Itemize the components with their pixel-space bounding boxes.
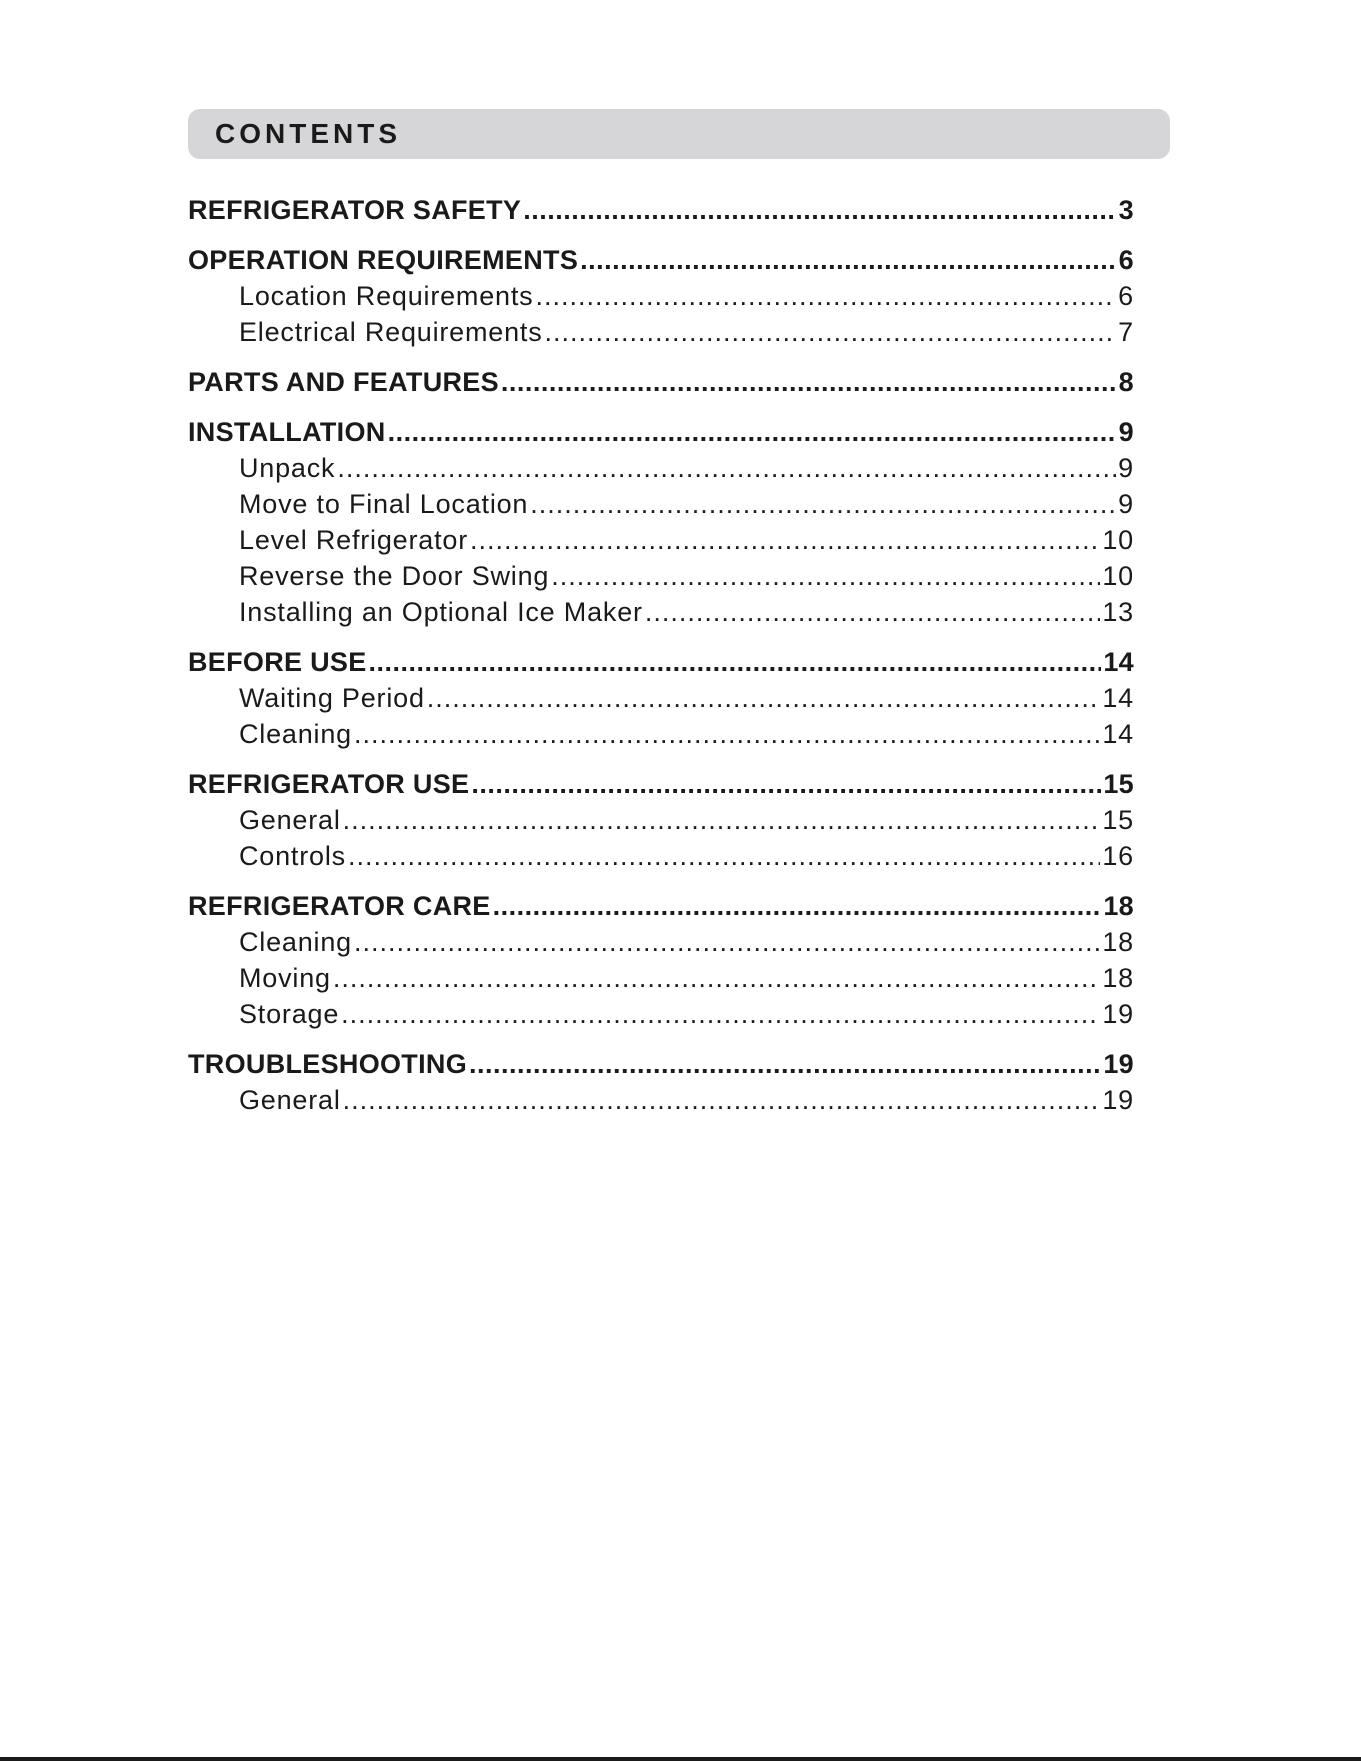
toc-entry-title: TROUBLESHOOTING: [188, 1049, 467, 1079]
toc-entry-title: INSTALLATION: [188, 417, 386, 447]
contents-page: [188, 109, 1170, 1132]
toc-page-number: 7: [1118, 317, 1134, 347]
toc-subentry[interactable]: [188, 1082, 1134, 1118]
toc-entry-title: OPERATION REQUIREMENTS: [188, 245, 579, 275]
toc-page-number: 9: [1118, 489, 1134, 519]
toc-section-heading[interactable]: [188, 644, 1134, 680]
toc-entry-title: General: [239, 1085, 341, 1115]
dot-leader: [354, 716, 1100, 752]
toc-entry-title: REFRIGERATOR SAFETY: [188, 195, 522, 225]
dot-leader: [337, 450, 1116, 486]
toc-entry-title: Electrical Requirements: [239, 317, 543, 347]
toc-section-heading[interactable]: [188, 766, 1134, 802]
toc-subentry[interactable]: [188, 996, 1134, 1032]
toc-entry-title: Level Refrigerator: [239, 525, 469, 555]
toc-section-heading[interactable]: [188, 888, 1134, 924]
dot-leader: [343, 802, 1101, 838]
toc-entry-title: Installing an Optional Ice Maker: [239, 597, 643, 627]
toc-entry-title: Reverse the Door Swing: [239, 561, 550, 591]
toc-section: [188, 1046, 1134, 1118]
dot-leader: [354, 924, 1100, 960]
toc-entry-title: Waiting Period: [239, 683, 425, 713]
dot-leader: [427, 680, 1101, 716]
toc-entry-title: Cleaning: [239, 927, 352, 957]
toc-page-number: 13: [1102, 597, 1134, 627]
toc-subentry[interactable]: [188, 594, 1134, 630]
toc-page-number: 18: [1102, 963, 1134, 993]
toc-section: [188, 192, 1134, 228]
toc-subentry[interactable]: [188, 680, 1134, 716]
toc-subentry[interactable]: [188, 838, 1134, 874]
toc-subentry[interactable]: [188, 558, 1134, 594]
toc-page-number: 15: [1103, 769, 1134, 799]
toc-section-heading[interactable]: [188, 192, 1134, 228]
dot-leader: [388, 414, 1117, 450]
toc-page-number: 10: [1102, 561, 1134, 591]
toc-page-number: 3: [1118, 195, 1134, 225]
toc-entry-title: REFRIGERATOR USE: [188, 769, 470, 799]
toc-entry-title: BEFORE USE: [188, 647, 367, 677]
toc-page-number: 18: [1103, 891, 1134, 921]
toc-entry-title: Cleaning: [239, 719, 352, 749]
toc-page-number: 6: [1118, 245, 1134, 275]
dot-leader: [469, 1046, 1101, 1082]
toc-entry-title: Storage: [239, 999, 340, 1029]
toc-page-number: 14: [1103, 647, 1134, 677]
toc-page-number: 10: [1102, 525, 1134, 555]
dot-leader: [493, 888, 1102, 924]
toc-entry-title: Unpack: [239, 453, 336, 483]
toc-section: [188, 364, 1134, 400]
toc-entry-title: Controls: [239, 841, 346, 871]
dot-leader: [580, 242, 1117, 278]
toc-subentry[interactable]: [188, 802, 1134, 838]
dot-leader: [530, 486, 1116, 522]
toc-page-number: 14: [1102, 683, 1134, 713]
toc-section-heading[interactable]: [188, 364, 1134, 400]
toc-entry-title: PARTS AND FEATURES: [188, 367, 499, 397]
toc-section-heading[interactable]: [188, 242, 1134, 278]
toc-page-number: 15: [1102, 805, 1134, 835]
bottom-rule: [0, 1757, 1361, 1761]
toc-section: [188, 242, 1134, 350]
dot-leader: [551, 558, 1100, 594]
toc-page-number: 18: [1102, 927, 1134, 957]
dot-leader: [333, 960, 1101, 996]
dot-leader: [645, 594, 1101, 630]
toc-entry-title: REFRIGERATOR CARE: [188, 891, 491, 921]
toc-page-number: 19: [1103, 1049, 1134, 1079]
toc-page-number: 16: [1102, 841, 1134, 871]
dot-leader: [369, 644, 1102, 680]
toc-entry-title: General: [239, 805, 341, 835]
toc-page-number: 9: [1118, 453, 1134, 483]
toc-section-heading[interactable]: [188, 1046, 1134, 1082]
toc-entry-title: Moving: [239, 963, 331, 993]
dot-leader: [470, 522, 1100, 558]
toc-section: [188, 414, 1134, 630]
dot-leader: [501, 364, 1117, 400]
toc-section: [188, 888, 1134, 1032]
toc-entry-title: Move to Final Location: [239, 489, 529, 519]
toc-section: [188, 766, 1134, 874]
toc-section: [188, 644, 1134, 752]
dot-leader: [471, 766, 1101, 802]
dot-leader: [523, 192, 1116, 228]
dot-leader: [341, 996, 1100, 1032]
toc-subentry[interactable]: [188, 450, 1134, 486]
toc-entry-title: Location Requirements: [239, 281, 534, 311]
toc-subentry[interactable]: [188, 960, 1134, 996]
toc-subentry[interactable]: [188, 522, 1134, 558]
dot-leader: [535, 278, 1116, 314]
toc-page-number: 19: [1102, 999, 1134, 1029]
toc-subentry[interactable]: [188, 924, 1134, 960]
toc-page-number: 8: [1118, 367, 1134, 397]
contents-title: CONTENTS: [215, 118, 401, 149]
dot-leader: [343, 1082, 1101, 1118]
toc-section-heading[interactable]: [188, 414, 1134, 450]
toc-page-number: 14: [1102, 719, 1134, 749]
table-of-contents: [188, 192, 1134, 1118]
toc-subentry[interactable]: [188, 486, 1134, 522]
dot-leader: [348, 838, 1100, 874]
toc-page-number: 9: [1118, 417, 1134, 447]
dot-leader: [545, 314, 1117, 350]
toc-subentry[interactable]: [188, 278, 1134, 314]
toc-subentry[interactable]: [188, 314, 1134, 350]
toc-page-number: 19: [1102, 1085, 1134, 1115]
contents-header-bar: [188, 109, 1170, 159]
toc-page-number: 6: [1118, 281, 1134, 311]
toc-subentry[interactable]: [188, 716, 1134, 752]
